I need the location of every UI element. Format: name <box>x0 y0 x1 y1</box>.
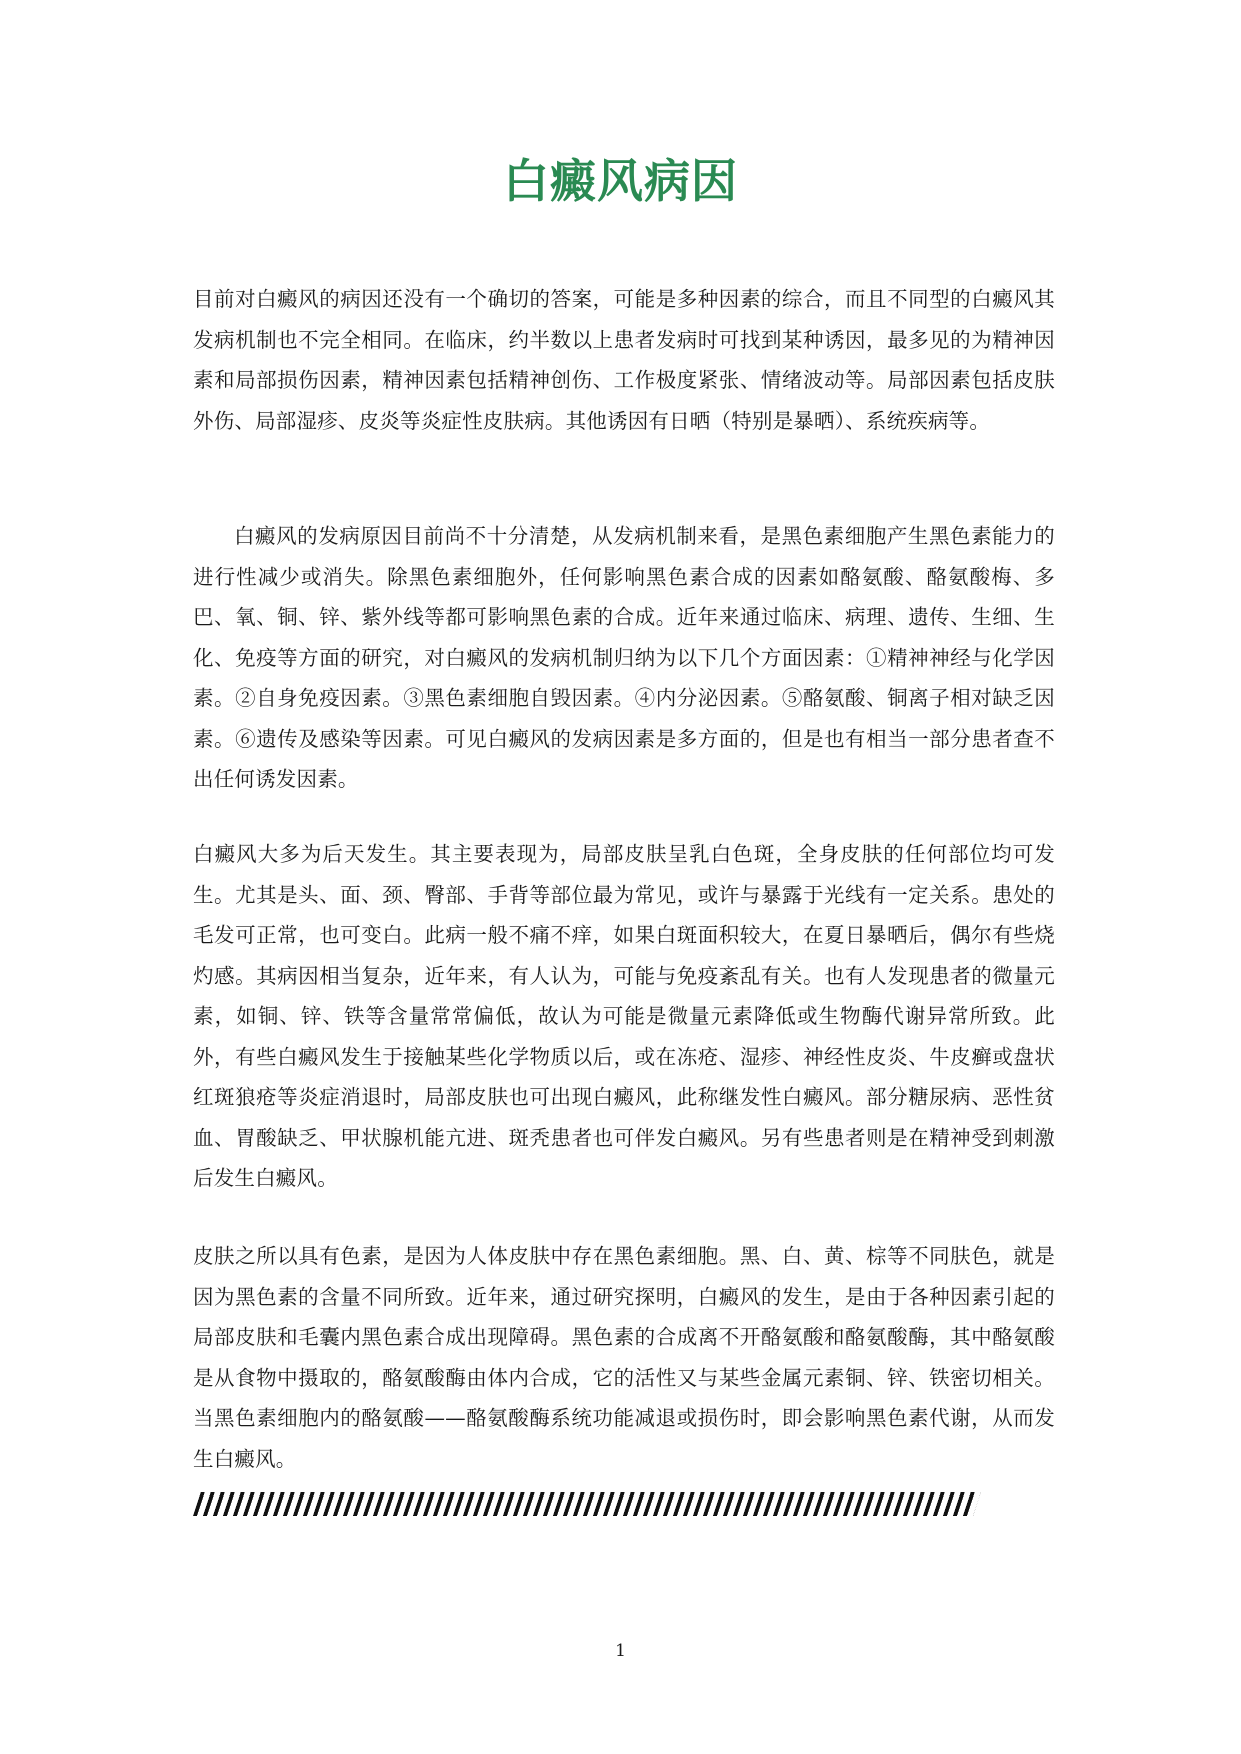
paragraph-3: 白癜风大多为后天发生。其主要表现为，局部皮肤呈乳白色斑，全身皮肤的任何部位均可发生。尤其是头、面、颈、臀部、手背等部位最为常见，或许与暴露于光线有一定关系。患处的毛发可正常，也可变白。此病一般不痛不痒，如果白斑面积较大，在夏日暴晒后，偶尔有些烧灼感。其病因相当复杂，近年来，有人认为，可能与免疫紊乱有关。也有人发现患者的微量元素，如铜、锌、铁等含量常常偏低，故认为可能是微量元素降低或生物酶代谢异常所致。此外，有些白癜风发生于接触某些化学物质以后，或在冻疮、湿疹、神经性皮炎、牛皮癣或盘状红斑狼疮等炎症消退时，局部皮肤也可出现白癜风，此称继发性白癜风。部分糖尿病、恶性贫血、胃酸缺乏、甲状腺机能亢进、斑秃患者也可伴发白癜风。另有些患者则是在精神受到刺激后发生白癜风。 <box>193 842 1055 1190</box>
page-number: 1 <box>615 1641 626 1661</box>
document-title: 白癜风病因 <box>503 154 738 208</box>
paragraph-2: 白癜风的发病原因目前尚不十分清楚，从发病机制来看，是黑色素细胞产生黑色素能力的进行性减少或消失。除黑色素细胞外，任何影响黑色素合成的因素如酪氨酸、酪氨酸梅、多巴、氧、铜、锌、紫外线等都可影响黑色素的合成。近年来通过临床、病理、遗传、生细、生化、免疫等方面的研究，对白癜风的发病机制归纳为以下几个方面因素：①精神神经与化学因素。②自身免疫因素。③黑色素细胞自毁因素。④内分泌因素。⑤酪氨酸、铜离子相对缺乏因素。⑥遗传及感染等因素。可见白癜风的发病因素是多方面的，但是也有相当一部分患者查不出任何诱发因素。 <box>193 524 1055 791</box>
decorative-divider <box>193 1492 981 1516</box>
paragraph-1: 目前对白癜风的病因还没有一个确切的答案，可能是多种因素的综合，而且不同型的白癜风其发病机制也不完全相同。在临床，约半数以上患者发病时可找到某种诱因，最多见的为精神因素和局部损伤因素，精神因素包括精神创伤、工作极度紧张、情绪波动等。局部因素包括皮肤外伤、局部湿疹、皮炎等炎症性皮肤病。其他诱因有日晒（特别是暴晒）、系统疾病等。 <box>193 287 1055 433</box>
paragraph-4: 皮肤之所以具有色素，是因为人体皮肤中存在黑色素细胞。黑、白、黄、棕等不同肤色，就是因为黑色素的含量不同所致。近年来，通过研究探明，白癜风的发生，是由于各种因素引起的局部皮肤和毛囊内黑色素合成出现障碍。黑色素的合成离不开酪氨酸和酪氨酸酶，其中酪氨酸是从食物中摄取的，酪氨酸酶由体内合成，它的活性又与某些金属元素铜、锌、铁密切相关。当黑色素细胞内的酪氨酸——酪氨酸酶系统功能减退或损伤时，即会影响黑色素代谢，从而发生白癜风。 <box>193 1244 1055 1471</box>
